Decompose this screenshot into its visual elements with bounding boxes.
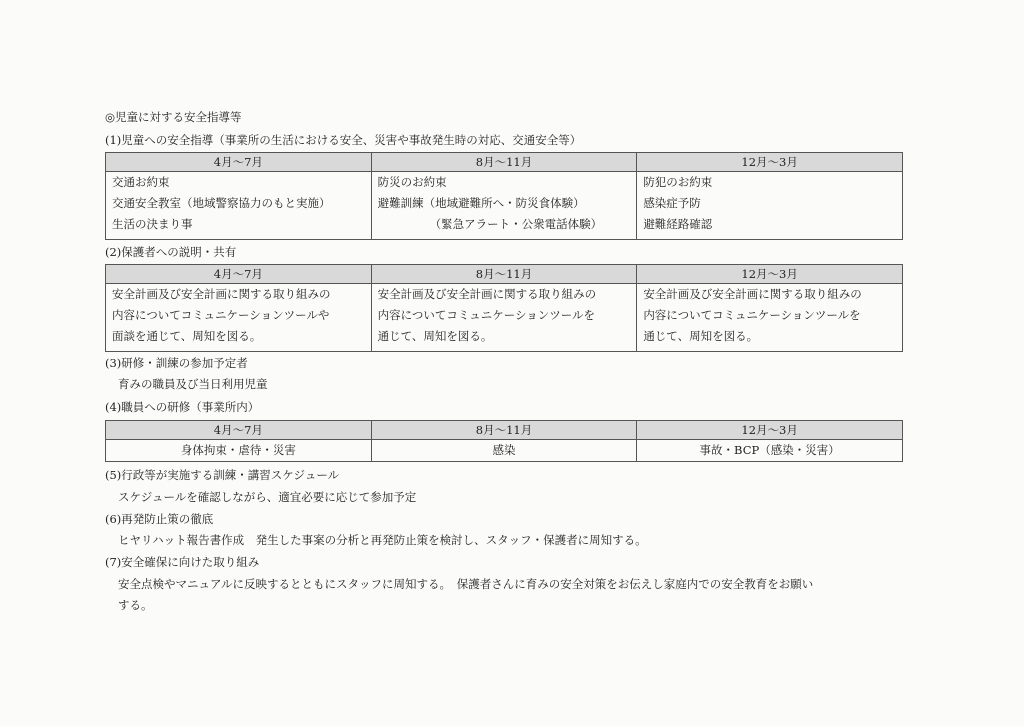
table-cell [637,172,903,240]
table-header: 8月～11月 [371,265,637,284]
cell-line: 避難訓練（地域避難所へ・防災食体験） [377,196,585,210]
table-header: 12月～3月 [637,153,903,172]
cell-line: 防犯のお約束 [643,175,713,189]
cell-line: 内容についてコミュニケーションツールを [643,308,861,322]
table-cell [106,172,372,240]
section-2-title: (2)保護者への説明・共有 [105,245,237,259]
section-7-body-line-2: する。 [118,598,153,612]
cell-line: 感染 [492,443,516,457]
cell-line: 事故・BCP（感染・災害） [699,443,840,457]
cell-line: 交通お約束 [112,175,170,189]
cell-line: 内容についてコミュニケーションツールや [112,308,330,322]
document-heading: ◎児童に対する安全指導等 [105,110,242,124]
cell-line: 避難経路確認 [643,217,713,231]
cell-line: 安全計画及び安全計画に関する取り組みの [377,287,597,301]
cell-line: 面談を通じて、周知を図る。 [112,329,262,343]
table-cell [371,440,637,462]
table-header: 12月～3月 [637,265,903,284]
table-cell [106,284,372,352]
cell-line: 通じて、周知を図る。 [643,329,759,343]
table-cell [637,284,903,352]
table-header: 8月～11月 [371,421,637,440]
table-cell [106,440,372,462]
section-4-title: (4)職員への研修（事業所内） [105,400,260,414]
cell-line: （緊急アラート・公衆電話体験） [429,217,603,231]
cell-line: 生活の決まり事 [112,217,193,231]
cell-line: 内容についてコミュニケーションツールを [377,308,596,322]
section-1-title: (1)児童への安全指導（事業所の生活における安全、災害や事故発生時の対応、交通安全等） [105,133,582,147]
section-5-body: スケジュールを確認しながら、適宜必要に応じて参加予定 [118,490,417,504]
cell-line: 身体拘束・虐待・災害 [180,443,296,457]
section-3-body: 育みの職員及び当日利用児童 [118,377,268,391]
table-header: 4月～7月 [106,265,372,284]
table-header: 12月～3月 [637,421,903,440]
safety-guidance-table [105,152,903,240]
table-header: 4月～7月 [106,153,372,172]
table-header: 4月～7月 [106,421,372,440]
cell-line: 安全計画及び安全計画に関する取り組みの [112,287,331,301]
cell-line: 防災のお約束 [377,175,447,189]
table-cell [371,284,637,352]
cell-line: 感染症予防 [643,196,701,210]
table-cell [637,440,903,462]
section-7-title: (7)安全確保に向けた取り組み [105,555,260,569]
section-5-title: (5)行政等が実施する訓練・講習スケジュール [105,468,340,482]
section-3-title: (3)研修・訓練の参加予定者 [105,356,248,370]
cell-line: 交通安全教室（地域警察協力のもと実施） [112,196,331,210]
section-6-title: (6)再発防止策の徹底 [105,512,214,526]
staff-training-table [105,420,903,462]
guardian-sharing-table [105,264,903,352]
cell-line: 通じて、周知を図る。 [377,329,493,343]
section-6-body: ヒヤリハット報告書作成 発生した事案の分析と再発防止策を検討し、スタッフ・保護者に周知する。 [118,533,647,547]
table-header: 8月～11月 [371,153,637,172]
cell-line: 安全計画及び安全計画に関する取り組みの [643,287,862,301]
table-cell [371,172,637,240]
section-7-body-line-1: 安全点検やマニュアルに反映するとともにスタッフに周知する。 保護者さんに育みの安全対策をお伝えし家庭内での安全教育をお願い [118,577,814,591]
